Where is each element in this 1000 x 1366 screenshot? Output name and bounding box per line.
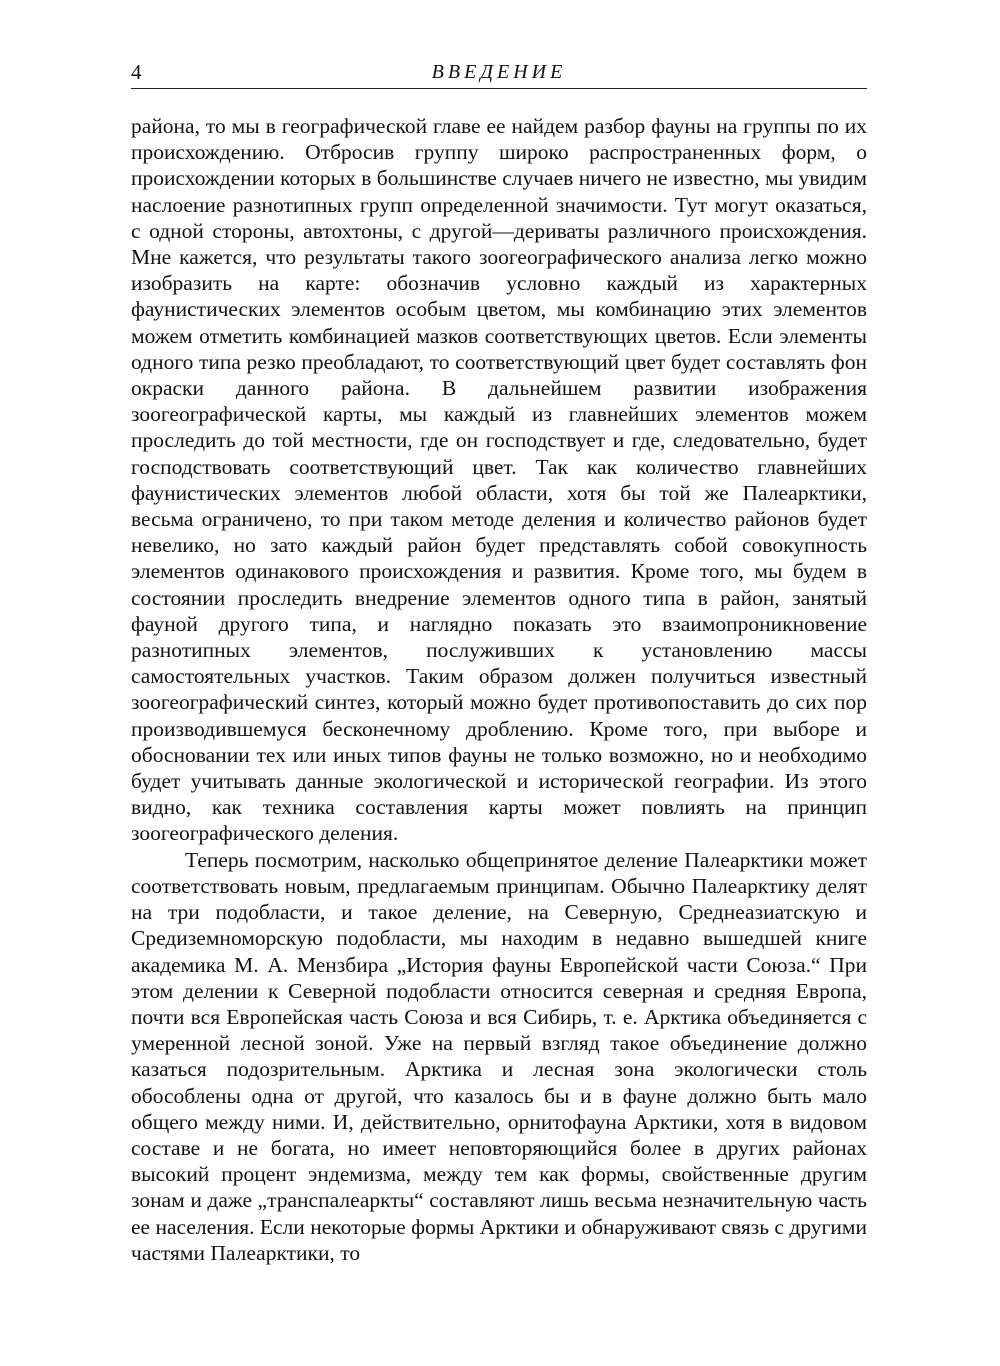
paragraph-2: Теперь посмотрим, насколько общепринятое деление Палеарктики может соответствовать новым, предлагаемым принципам. Обычно Палеарктику делят на три подобласти, и такое деление, на Северную, Среднеазиатскую и Средиземноморскую подобласти, мы находим в недавно вышедшей книге академика М. А. Мензбира „История фауны Европейской части Союза.“ При этом делении к Северной подобласти относится северная и средняя Европа, почти вся Европейская часть Союза и вся Сибирь, т. е. Арктика объединяется с умеренной лесной зоной. Уже на первый взгляд такое объединение должно казаться подозрительным. Арктика и лесная зона экологически столь обособлены одна от другой, что казалось бы и в фауне должно быть мало общего между ними. И, действительно, орнитофауна Арктики, хотя в видовом составе и не богата, но имеет неповторяющийся более в других районах высокий процент эндемизма, между тем как формы, свойственные другим зонам и даже „транспалеаркты“ составляют лишь весьма незначительную часть ее населения. Если некоторые формы Арктики и обнаруживают связь с другими частями Палеарктики, то <box>131 847 867 1265</box>
paragraph-1: района, то мы в географической главе ее найдем разбор фауны на группы по их происхождению. Отбросив группу широко распространенных форм, о происхождении которых в большинстве случаев ничего не известно, мы увидим наслоение разнотипных групп определенной значимости. Тут могут оказаться, с одной стороны, автохтоны, с другой—дериваты различного происхождения. Мне кажется, что результаты такого зоогеографического анализа легко можно изобразить на карте: обозначив условно каждый из характерных фаунистических элементов особым цветом, мы комбинацию этих элементов можем отметить комбинацией мазков соответствующих цветов. Если элементы одного типа резко преобладают, то соответствующий цвет будет составлять фон окраски данного района. В дальнейшем развитии изображения зоогеографической карты, мы каждый из главнейших элементов можем проследить до той местности, где он господствует и где, следовательно, будет господствовать соответствующий цвет. Так как количество главнейших фаунистических элементов любой области, хотя бы той же Палеарктики, весьма ограничено, то при таком методе деления и количество районов будет невелико, но зато каждый район будет представлять собой совокупность элементов одинакового происхождения и развития. Кроме того, мы будем в состоянии проследить внедрение элементов одного типа в район, занятый фауной другого типа, и наглядно показать это взаимопроникновение разнотипных элементов, послуживших к установлению массы самостоятельных участков. Таким образом должен получиться известный зоогеографический синтез, который можно будет противопоставить до сих пор производившемуся бесконечному дроблению. Кроме того, при выборе и обосновании тех или иных типов фауны не только возможно, но и необходимо будет учитывать данные экологической и исторической географии. Из этого видно, как техника составления карты может повлиять на принцип зоогеографического деления. <box>131 114 867 846</box>
body-text <box>131 113 867 1266</box>
page-number: 4 <box>131 60 142 84</box>
page-header <box>131 58 867 89</box>
running-head: ВВЕДЕНИЕ <box>431 61 567 83</box>
